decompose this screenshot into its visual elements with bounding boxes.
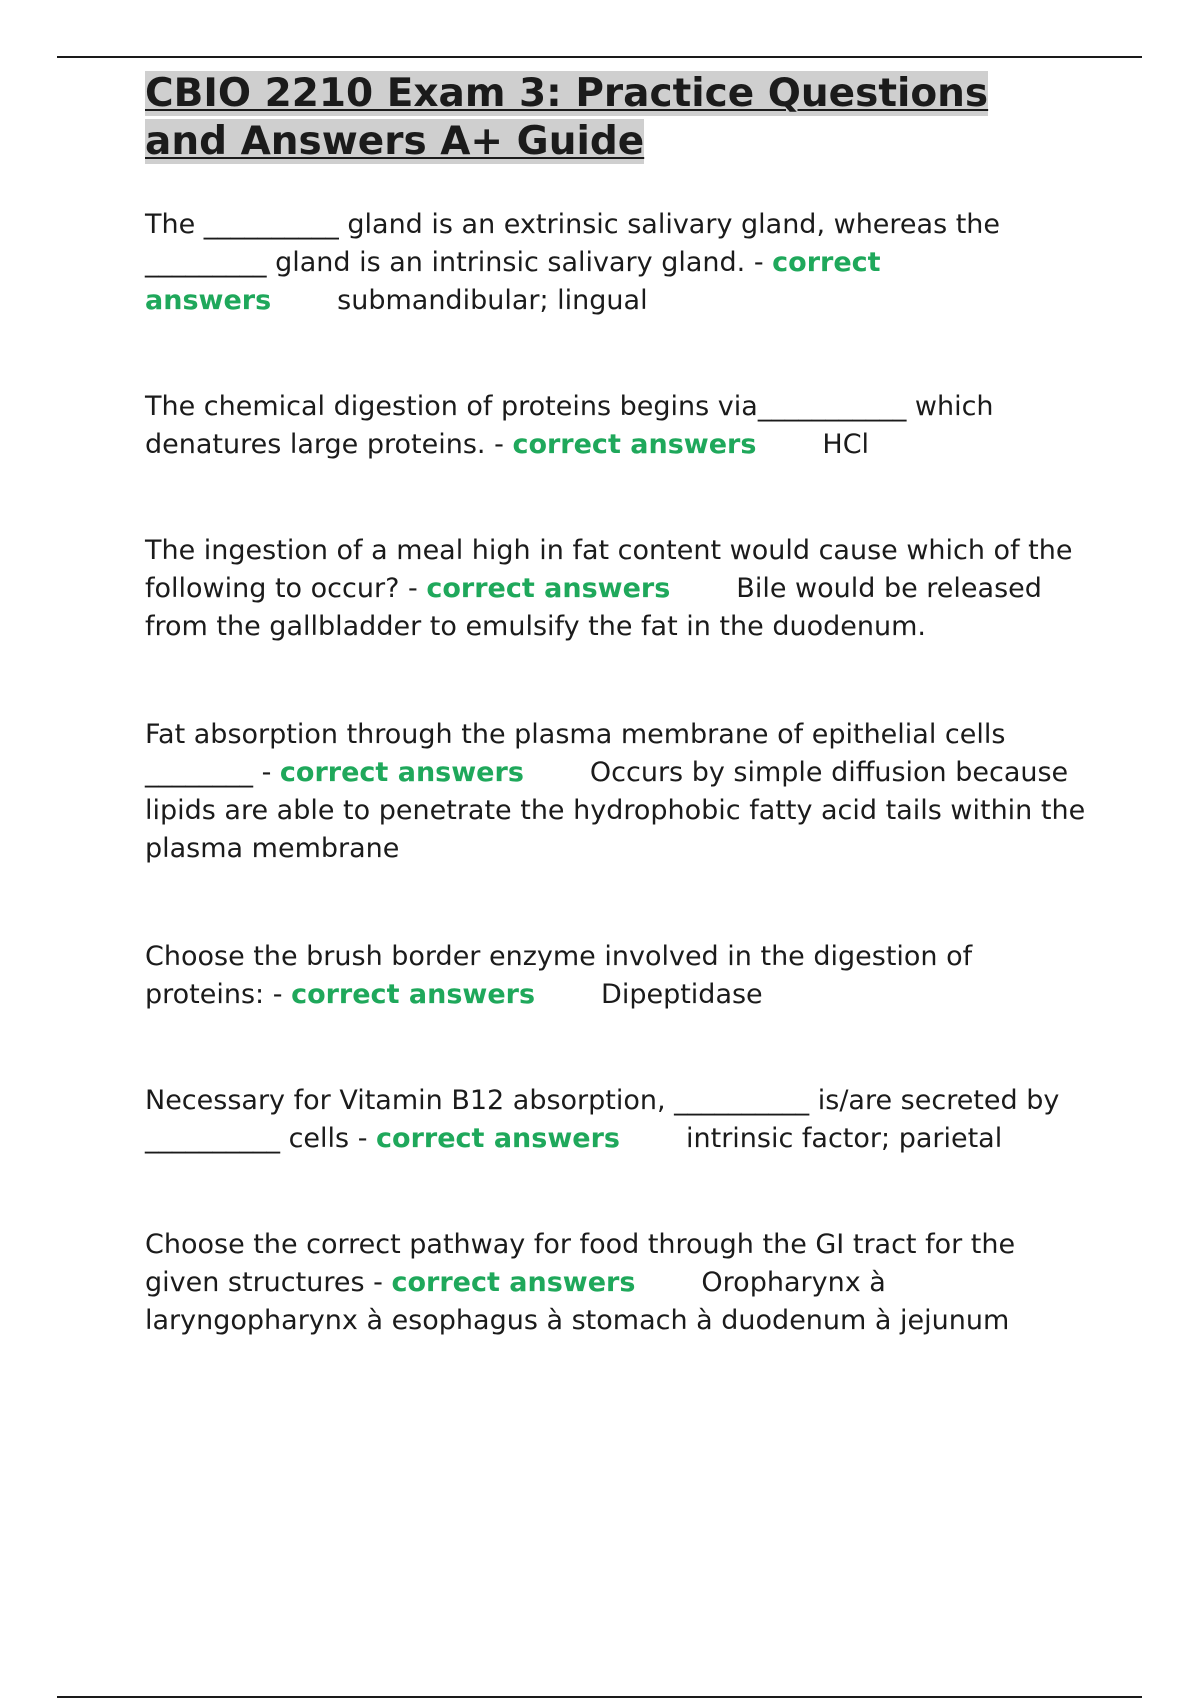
question-text: The ingestion of a meal high in fat content would cause which of the following to occur?: [145, 535, 1073, 604]
answer-text: intrinsic factor; parietal: [686, 1123, 1003, 1154]
document-title: [145, 70, 1095, 166]
question-text: The chemical digestion of proteins begins via___________ which denatures large proteins.: [145, 391, 994, 460]
question-text: Choose the brush border enzyme involved in the digestion of proteins:: [145, 941, 973, 1010]
answer-text: HCl: [822, 429, 870, 460]
correct-answers-label: correct answers: [145, 247, 881, 316]
correct-answers-label: correct answers: [291, 979, 536, 1010]
separator: -: [264, 979, 292, 1010]
correct-answers-label: correct answers: [426, 573, 671, 604]
qa-item-4: [145, 716, 1095, 868]
qa-item-2: [145, 388, 1095, 464]
separator: -: [399, 573, 427, 604]
correct-answers-label: correct answers: [391, 1267, 636, 1298]
qa-item-3: [145, 532, 1095, 646]
separator: -: [485, 429, 513, 460]
qa-item-1: [145, 206, 1095, 320]
answer-text: Dipeptidase: [601, 979, 763, 1010]
answer-text: Bile would be released from the gallbladder to emulsify the fat in the duodenum.: [145, 573, 1042, 642]
top-rule: [57, 56, 1142, 58]
title-line-2: and Answers A+ Guide: [145, 119, 645, 164]
correct-answers-label: correct answers: [376, 1123, 620, 1154]
qa-item-5: [145, 938, 1095, 1014]
question-text: Fat absorption through the plasma membrane of epithelial cells ________: [145, 719, 1006, 788]
question-text: Choose the correct pathway for food through the GI tract for the given structures: [145, 1229, 1016, 1298]
qa-item-7: [145, 1226, 1095, 1340]
question-text: The __________ gland is an extrinsic salivary gland, whereas the _________ gland is an intrinsic salivary gland.: [145, 209, 1001, 278]
correct-answers-label: correct answers: [512, 429, 757, 460]
separator: -: [349, 1123, 377, 1154]
bottom-rule: [57, 1696, 1142, 1698]
separator: -: [745, 247, 773, 278]
answer-text: submandibular; lingual: [337, 285, 648, 316]
document-body: [145, 70, 1095, 1340]
answer-text: Occurs by simple diffusion because lipids are able to penetrate the hydrophobic fatty acid tails within the plasma membrane: [145, 757, 1086, 864]
separator: -: [364, 1267, 392, 1298]
correct-answers-label: correct answers: [279, 757, 524, 788]
answer-text: Oropharynx à laryngopharynx à esophagus à stomach à duodenum à jejunum: [145, 1267, 1010, 1336]
qa-item-6: [145, 1082, 1095, 1158]
title-line-1: CBIO 2210 Exam 3: Practice Questions: [145, 71, 989, 116]
separator: -: [253, 757, 280, 788]
question-text: Necessary for Vitamin B12 absorption, __________ is/are secreted by __________ cells: [145, 1085, 1060, 1154]
